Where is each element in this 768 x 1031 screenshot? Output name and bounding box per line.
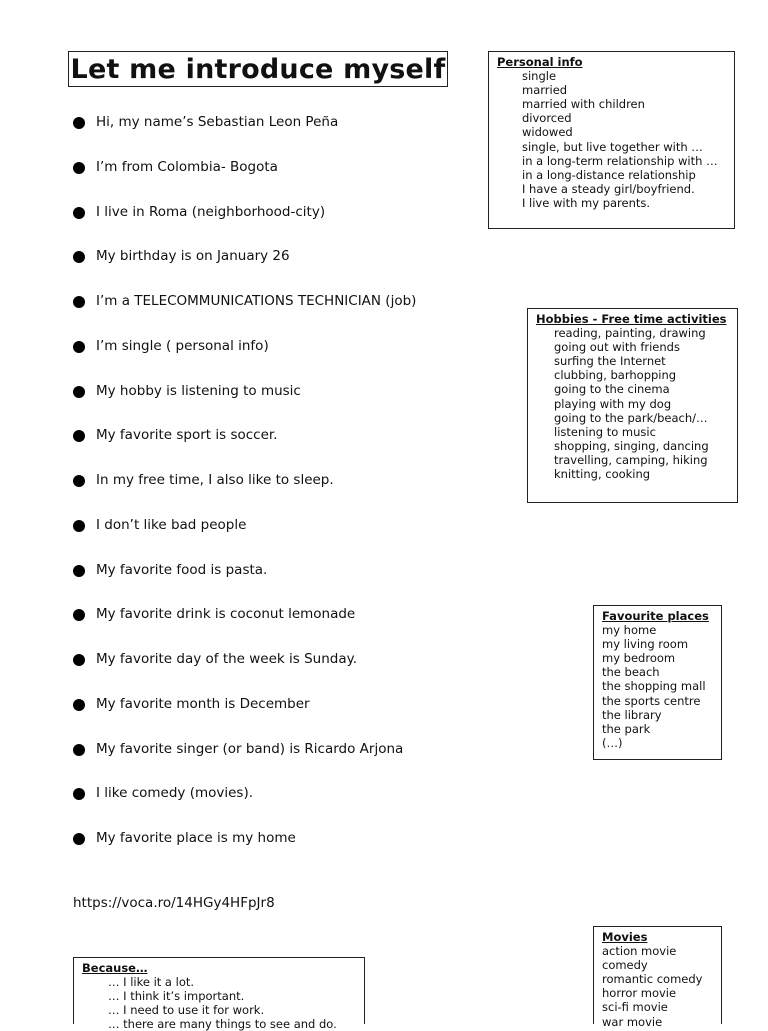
sentence-birthday: My birthday is on January 26 <box>96 248 290 265</box>
sentence-origin: I’m from Colombia- Bogota <box>96 158 278 175</box>
list-item: clubbing, barhopping <box>554 368 677 383</box>
sentence-job: I’m a TELECOMMUNICATIONS TECHNICIAN (job) <box>96 293 417 309</box>
personal-info-box <box>488 51 735 229</box>
list-item: going to the cinema <box>554 382 670 397</box>
bullet-icon <box>73 386 85 398</box>
movies-heading: Movies <box>602 930 648 944</box>
bullet-icon <box>73 788 85 800</box>
sentence-residence: I live in Roma (neighborhood-city) <box>96 203 326 220</box>
list-item: comedy <box>602 958 648 973</box>
list-item: in a long-distance relationship <box>522 167 696 182</box>
bullet-icon <box>73 654 85 666</box>
introduction-list <box>73 111 416 872</box>
list-item: single, but live together with … <box>522 139 703 154</box>
bullet-icon <box>73 565 85 577</box>
favourite-places-box <box>593 605 722 760</box>
list-item: divorced <box>522 111 572 126</box>
list-item: going to the park/beach/… <box>554 410 708 425</box>
list-item: … I like it a lot. <box>108 975 195 990</box>
list-item: (…) <box>602 735 623 750</box>
bullet-icon <box>73 609 85 621</box>
page-title: Let me introduce myself <box>70 53 446 85</box>
list-item: widowed <box>522 125 573 140</box>
list-item: listening to music <box>554 424 656 439</box>
bullet-icon <box>73 207 85 219</box>
favourite-places-heading: Favourite places <box>602 609 709 623</box>
list-item: sci-fi movie <box>602 1000 668 1015</box>
sentence-personal-info: I’m single ( personal info) <box>96 337 269 354</box>
list-item: … I need to use it for work. <box>108 1003 265 1018</box>
bullet-icon <box>73 430 85 442</box>
list-item: married <box>522 83 568 98</box>
title-box <box>68 51 448 87</box>
bullet-icon <box>73 833 85 845</box>
list-item: reading, painting, drawing <box>554 326 706 341</box>
list-item: … there are many things to see and do. <box>108 1017 337 1031</box>
list-item: my living room <box>602 637 689 652</box>
list-item: the park <box>602 721 651 736</box>
sentence-singer: My favorite singer (or band) is Ricardo Arjona <box>96 740 404 757</box>
list-item: playing with my dog <box>554 396 672 411</box>
because-heading: Because… <box>82 961 148 975</box>
because-box <box>73 957 365 1031</box>
list-item: the library <box>602 707 662 722</box>
bullet-icon <box>73 475 85 487</box>
sentence-free-time: In my free time, I also like to sleep. <box>96 472 334 488</box>
list-item: the sports centre <box>602 693 701 708</box>
sentence-food: My favorite food is pasta. <box>96 561 268 578</box>
list-item: surfing the Internet <box>554 354 666 369</box>
list-item: shopping, singing, dancing <box>554 438 709 453</box>
list-item <box>73 693 416 738</box>
sentence-dislike: I don’t like bad people <box>96 516 247 533</box>
list-item <box>73 111 416 156</box>
list-item: going out with friends <box>554 340 680 355</box>
list-item <box>73 648 416 693</box>
list-item <box>73 559 416 604</box>
recording-link[interactable]: https://voca.ro/14HGy4HFpJr8 <box>73 895 275 911</box>
bullet-icon <box>73 520 85 532</box>
sentence-place: My favorite place is my home <box>96 830 296 846</box>
list-item <box>73 201 416 246</box>
list-item: war movie <box>602 1014 663 1029</box>
movies-box <box>593 926 722 1029</box>
list-item <box>73 290 416 335</box>
list-item: I live with my parents. <box>522 195 651 210</box>
list-item <box>73 335 416 380</box>
list-item: single <box>522 69 557 84</box>
sentence-day: My favorite day of the week is Sunday. <box>96 651 357 667</box>
list-item <box>73 156 416 201</box>
hobbies-box <box>527 308 738 503</box>
list-item <box>73 738 416 783</box>
list-item <box>73 380 416 425</box>
list-item: horror movie <box>602 986 677 1001</box>
sentence-name: Hi, my name’s Sebastian Leon Peña <box>96 114 339 130</box>
hobbies-heading: Hobbies - Free time activities <box>536 312 727 326</box>
sentence-sport: My favorite sport is soccer. <box>96 427 278 444</box>
list-item <box>73 782 416 827</box>
sentence-drink: My favorite drink is coconut lemonade <box>96 606 356 623</box>
sentence-hobby: My hobby is listening to music <box>96 382 301 399</box>
bullet-icon <box>73 296 85 308</box>
bullet-icon <box>73 699 85 711</box>
list-item: married with children <box>522 97 645 112</box>
sentence-movies: I like comedy (movies). <box>96 785 254 802</box>
list-item <box>73 245 416 290</box>
list-item <box>73 827 416 872</box>
bullet-icon <box>73 162 85 174</box>
list-item: my home <box>602 623 657 638</box>
list-item <box>73 603 416 648</box>
list-item: the shopping mall <box>602 679 706 694</box>
personal-info-heading: Personal info <box>497 55 583 69</box>
sentence-month: My favorite month is December <box>96 695 310 712</box>
bullet-icon <box>73 744 85 756</box>
list-item <box>73 424 416 469</box>
list-item: my bedroom <box>602 651 676 666</box>
bullet-icon <box>73 117 85 129</box>
list-item: the beach <box>602 665 660 680</box>
list-item: knitting, cooking <box>554 467 651 482</box>
list-item: travelling, camping, hiking <box>554 452 708 467</box>
list-item: action movie <box>602 944 677 959</box>
list-item: in a long-term relationship with … <box>522 153 718 168</box>
list-item: I have a steady girl/boyfriend. <box>522 181 695 196</box>
list-item: romantic comedy <box>602 972 703 987</box>
bullet-icon <box>73 341 85 353</box>
bullet-icon <box>73 251 85 263</box>
list-item <box>73 469 416 514</box>
list-item: … I think it’s important. <box>108 989 245 1004</box>
list-item <box>73 514 416 559</box>
